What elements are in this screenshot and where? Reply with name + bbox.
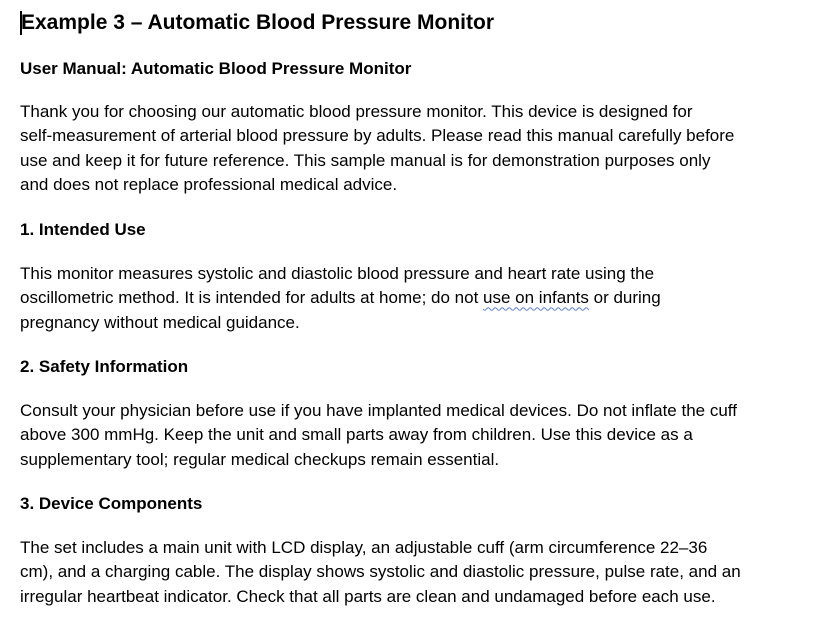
section-heading-device-components: 3. Device Components bbox=[20, 494, 203, 513]
text-run: oscillometric method. It is intended for adults at home; do not bbox=[20, 288, 484, 308]
intro-line: and does not replace professional medical advice. bbox=[20, 174, 398, 194]
text-run: or during bbox=[588, 288, 661, 308]
safety-paragraph bbox=[20, 399, 820, 472]
document-subtitle: User Manual: Automatic Blood Pressure Monitor bbox=[20, 59, 412, 78]
intro-line: Thank you for choosing our automatic blood pressure monitor. This device is designed for bbox=[20, 102, 693, 121]
paragraph-line bbox=[20, 286, 820, 310]
components-paragraph bbox=[20, 536, 820, 609]
paragraph-line: The set includes a main unit with LCD display, an adjustable cuff (arm circumference 22–36 bbox=[20, 538, 708, 557]
paragraph-line: irregular heartbeat indicator. Check that all parts are clean and undamaged before each use. bbox=[20, 586, 716, 606]
paragraph-line: This monitor measures systolic and diastolic blood pressure and heart rate using the bbox=[20, 264, 655, 283]
intro-paragraph bbox=[20, 100, 820, 197]
paragraph-line: above 300 mmHg. Keep the unit and small parts away from children. Use this device as a bbox=[20, 425, 693, 445]
paragraph-line: cm), and a charging cable. The display shows systolic and diastolic pressure, pulse rate, and an bbox=[20, 562, 741, 582]
intro-line: self-measurement of arterial blood pressure by adults. Please read this manual carefully before bbox=[20, 126, 735, 146]
grammar-flagged-text[interactable]: use on infants bbox=[483, 288, 589, 308]
paragraph-line: supplementary tool; regular medical checkups remain essential. bbox=[20, 449, 500, 469]
section-heading-safety-information: 2. Safety Information bbox=[20, 357, 189, 376]
document-title: Example 3 – Automatic Blood Pressure Monitor bbox=[21, 11, 494, 34]
intro-line: use and keep it for future reference. This sample manual is for demonstration purposes only bbox=[20, 150, 711, 170]
paragraph-line: pregnancy without medical guidance. bbox=[20, 312, 300, 332]
intended-use-paragraph bbox=[20, 262, 820, 335]
section-heading-intended-use: 1. Intended Use bbox=[20, 220, 146, 239]
paragraph-line: Consult your physician before use if you have implanted medical devices. Do not inflate the cuff bbox=[20, 401, 737, 420]
